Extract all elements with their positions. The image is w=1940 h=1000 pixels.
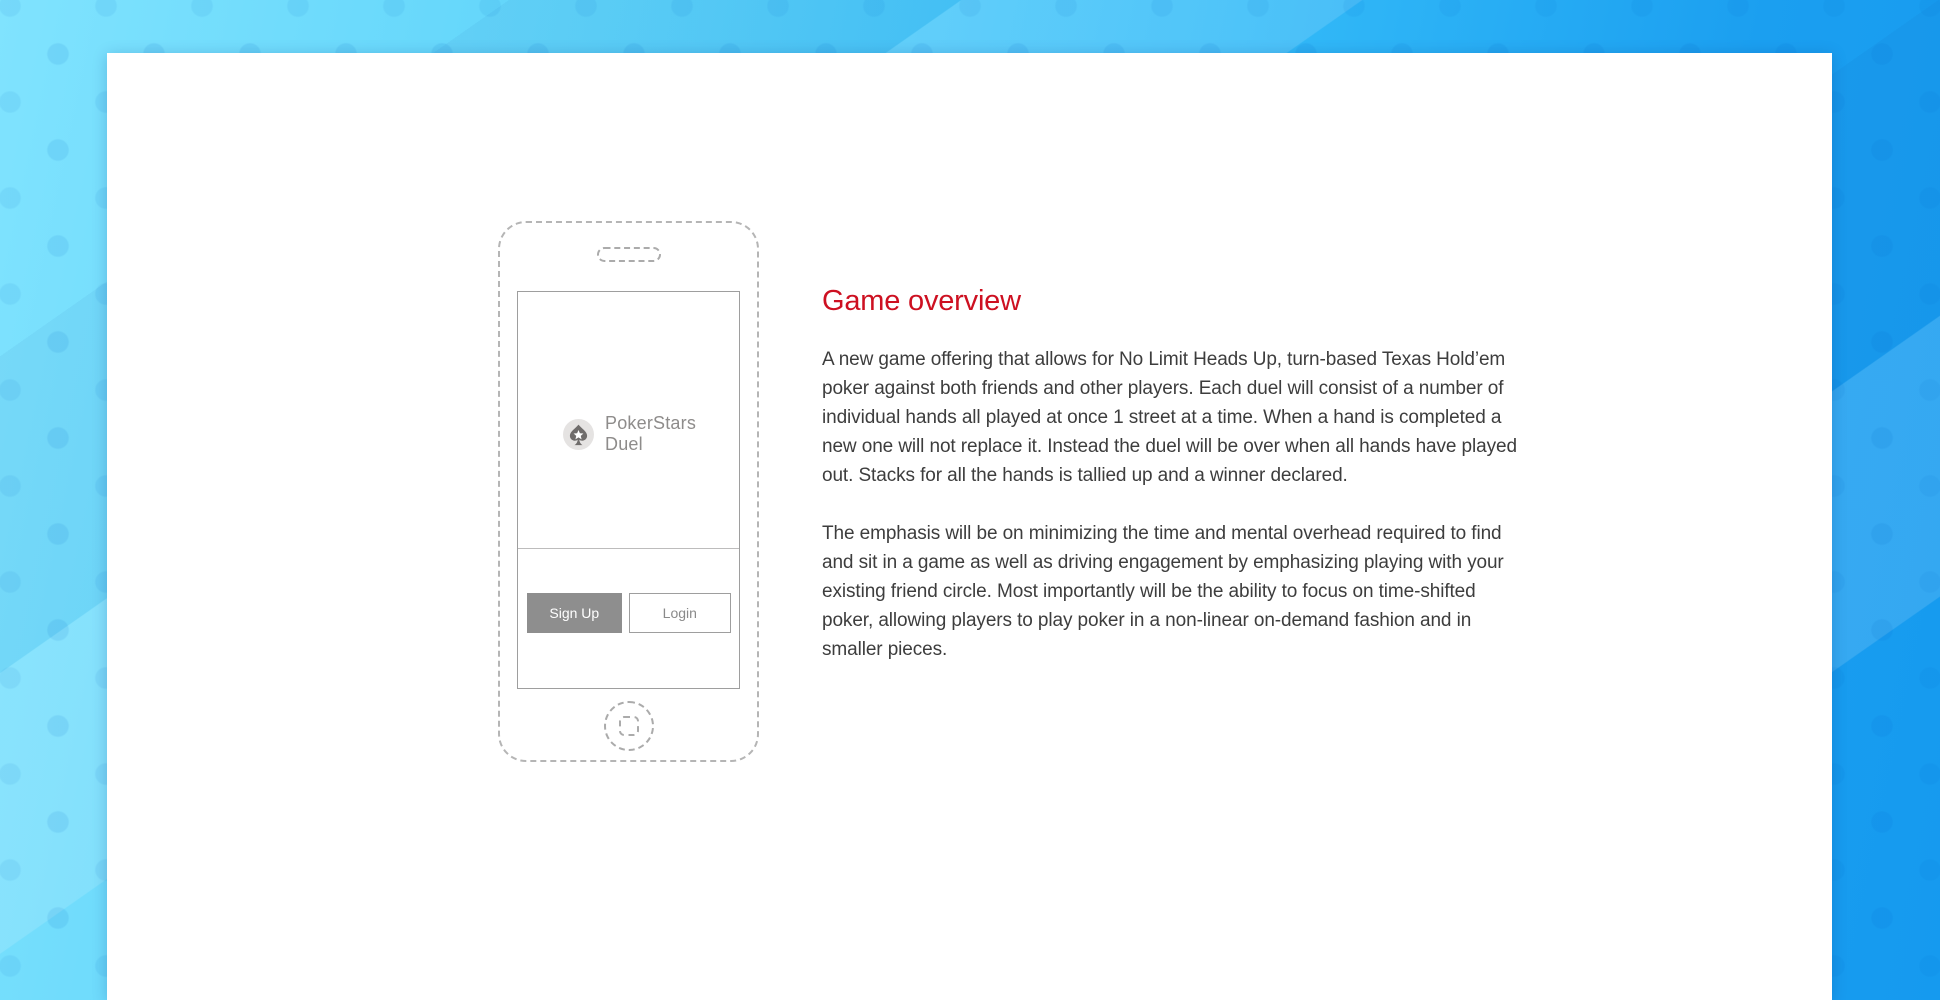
sign-up-button[interactable]: Sign Up	[527, 593, 622, 633]
phone-wireframe	[498, 221, 759, 762]
app-logo-line1: PokerStars	[605, 413, 697, 433]
login-button[interactable]: Login	[629, 593, 731, 633]
auth-button-row	[527, 593, 731, 633]
app-logo-text	[605, 413, 696, 455]
body-paragraph: A new game offering that allows for No Limit Heads Up, turn-based Texas Hold’em poker against both friends and other players. Each duel will consist of a number of individual hands all played at once 1 street at a time. When a hand is completed a new one will not replace it. Instead the duel will be over when all hands have played out. Stacks for all the hands is tallied up and a winner declared.	[822, 349, 1517, 486]
screen-divider	[518, 548, 739, 549]
document-page	[107, 53, 1832, 1000]
pokerstars-spade-icon	[563, 419, 594, 450]
home-button-square-icon	[619, 716, 639, 736]
phone-screen	[517, 291, 740, 689]
home-button-icon	[604, 701, 654, 751]
app-logo	[563, 413, 696, 455]
content-column	[822, 285, 1528, 693]
phone-speaker-icon	[597, 247, 661, 262]
app-logo-line2: Duel	[605, 434, 643, 454]
section-heading: Game overview	[822, 285, 1021, 317]
body-paragraph: The emphasis will be on minimizing the time and mental overhead required to find and sit in a game as well as driving engagement by emphasizing playing with your existing friend circle. Most importantly will be the ability to focus on time-shifted poker, allowing players to play poker in a non-linear on-demand fashion and in smaller pieces.	[822, 523, 1504, 660]
